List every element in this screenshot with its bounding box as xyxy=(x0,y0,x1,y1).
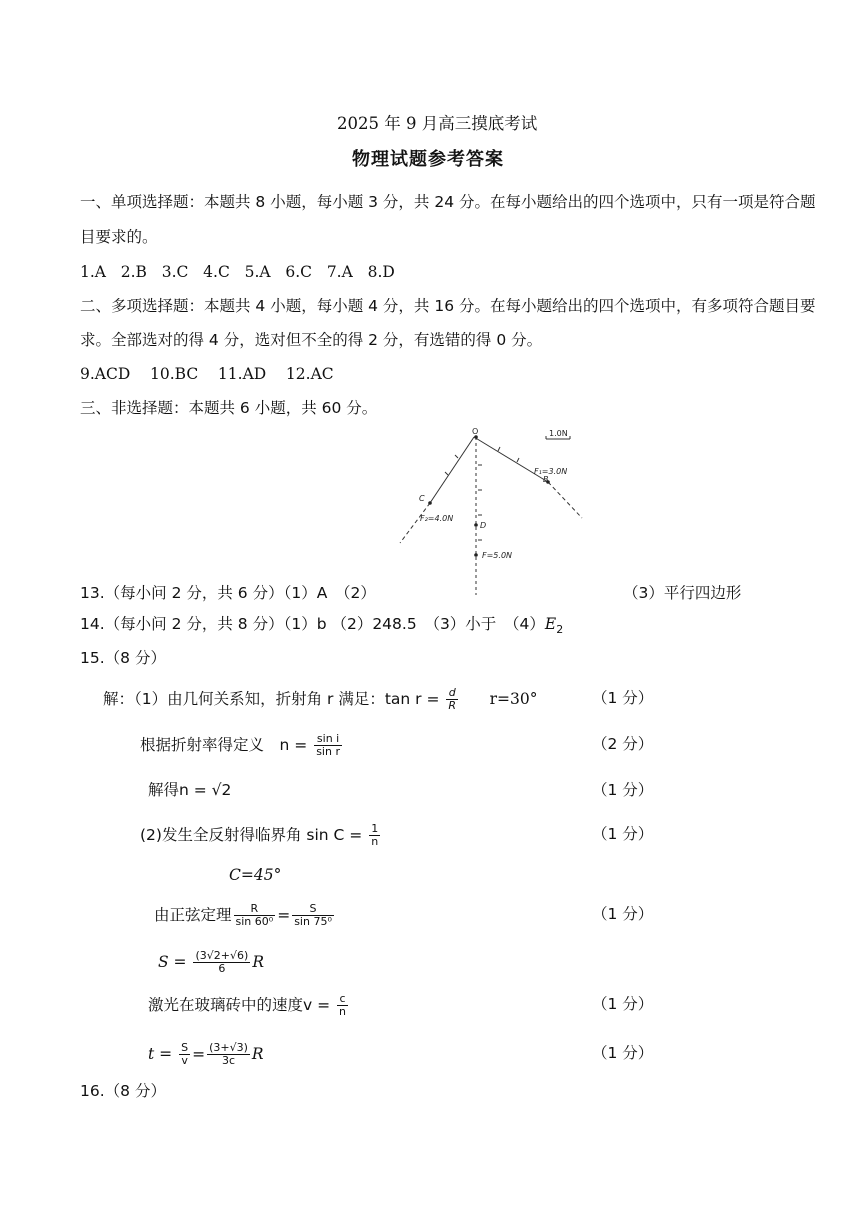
label-f2: F₂=4.0N xyxy=(420,514,454,523)
answer: 10.BC xyxy=(150,365,199,383)
fraction: $\frac{\text{sin i}}{\text{sin r}}$ xyxy=(316,732,340,758)
force-diagram xyxy=(390,425,590,595)
q16-head: 16.（8 分） xyxy=(80,1082,166,1100)
label-scale: 1.0N xyxy=(549,429,568,438)
q15-step9-score: （1 分） xyxy=(592,1044,654,1062)
fraction: $\frac{c}{n}$ xyxy=(339,992,347,1018)
line-ob-dashed xyxy=(548,482,582,518)
section2-answers xyxy=(80,364,334,384)
q15-step4: (2)发生全反射得临界角 sin C = $\frac{1}{n}$ xyxy=(140,822,379,848)
q15-step2-score: （2 分） xyxy=(592,735,654,753)
point-f xyxy=(474,553,478,557)
section3-line1: 三、非选择题：本题共 6 小题，共 60 分。 xyxy=(80,399,378,417)
line-oc xyxy=(430,437,474,503)
q15-step5: C=45° xyxy=(229,866,282,884)
answer: 4.C xyxy=(203,263,230,281)
answer: 6.C xyxy=(285,263,313,281)
fraction: $\frac{d}{R}$ xyxy=(448,686,457,712)
q15-step8: 激光在玻璃砖中的速度v = $\frac{c}{n}$ xyxy=(148,992,347,1018)
answer: 3.C xyxy=(161,263,189,281)
q15-step1-score: （1 分） xyxy=(592,689,654,707)
q15-step6: 由正弦定理 $\frac{R}{\text{sin 60⁰}}$ = $\frac{S}{\text{sin 75⁰}}$ xyxy=(154,902,332,928)
answer: 5.A xyxy=(244,263,271,281)
q14-e: E xyxy=(544,615,557,633)
fraction: $\frac{1}{n}$ xyxy=(371,822,379,848)
q15-step7: S = $\frac{(3√2+√6)}{6}$ R xyxy=(158,949,264,975)
section1-line2: 目要求的。 xyxy=(80,228,158,246)
label-f1: F₁=3.0N xyxy=(534,467,568,476)
line-oc-dashed xyxy=(400,503,430,543)
answer: 12.AC xyxy=(285,365,334,383)
q15-step1: 解：（1）由几何关系知，折射角 r 满足：tan r = $\frac{d}{R}$ r=30° xyxy=(103,686,538,712)
label-b: B xyxy=(543,475,549,484)
section1-answers xyxy=(80,262,395,282)
q13-line: 13.（每小问 2 分，共 6 分）（1）A （2） xyxy=(80,584,376,602)
exam-title: 2025 年 9 月高三摸底考试 xyxy=(337,114,538,133)
q15-step8-score: （1 分） xyxy=(592,995,654,1013)
answer: 1.A xyxy=(80,263,106,281)
q15-step9: t = $\frac{S}{v}$ = $\frac{(3+√3)}{3c}$ R xyxy=(148,1041,264,1067)
fraction: $\frac{(3√2+√6)}{6}$ xyxy=(195,949,249,975)
label-d: D xyxy=(480,521,487,530)
point-d xyxy=(474,523,478,527)
point-c xyxy=(428,501,432,505)
q15-head: 15.（8 分） xyxy=(80,649,166,667)
q15-step6-score: （1 分） xyxy=(592,905,654,923)
fraction: $\frac{S}{\text{sin 75⁰}}$ xyxy=(294,902,332,928)
fraction: $\frac{R}{\text{sin 60⁰}}$ xyxy=(235,902,274,928)
label-f: F=5.0N xyxy=(482,551,513,560)
section2-line1: 二、多项选择题：本题共 4 小题，每小题 4 分，共 16 分。在每小题给出的四个选项中，有多项符合题目要 xyxy=(80,297,816,315)
q13-part3: （3）平行四边形 xyxy=(623,584,742,602)
fraction: $\frac{(3+√3)}{3c}$ xyxy=(209,1041,248,1067)
q14-line: 14.（每小问 2 分，共 8 分）（1）b （2）248.5 （3）小于 $(4)E_2$ xyxy=(80,615,564,637)
doc-heading: 物理试题参考答案 xyxy=(352,149,504,170)
answer: 8.D xyxy=(367,263,395,281)
section1-line1: 一、单项选择题：本题共 8 小题，每小题 3 分，共 24 分。在每小题给出的四个选项中，只有一项是符合题 xyxy=(80,193,816,211)
label-o: O xyxy=(472,427,479,436)
section2-line2: 求。全部选对的得 4 分，选对但不全的得 2 分，有选错的得 0 分。 xyxy=(80,331,543,349)
fraction: $\frac{S}{v}$ xyxy=(181,1041,189,1067)
q14-e-sub: 2 xyxy=(556,623,564,637)
answer: 7.A xyxy=(326,263,353,281)
answer: 9.ACD xyxy=(80,365,131,383)
answer: 11.AD xyxy=(217,365,267,383)
q15-step2: 根据折射率得定义 n = $\frac{\text{sin i}}{\text{sin r}}$ xyxy=(140,732,340,758)
q15-step4-score: （1 分） xyxy=(592,825,654,843)
q15-step3: 解得n = √2 xyxy=(148,781,232,799)
answer: 2.B xyxy=(120,263,147,281)
label-c: C xyxy=(419,494,425,503)
q15-step3-score: （1 分） xyxy=(592,781,654,799)
